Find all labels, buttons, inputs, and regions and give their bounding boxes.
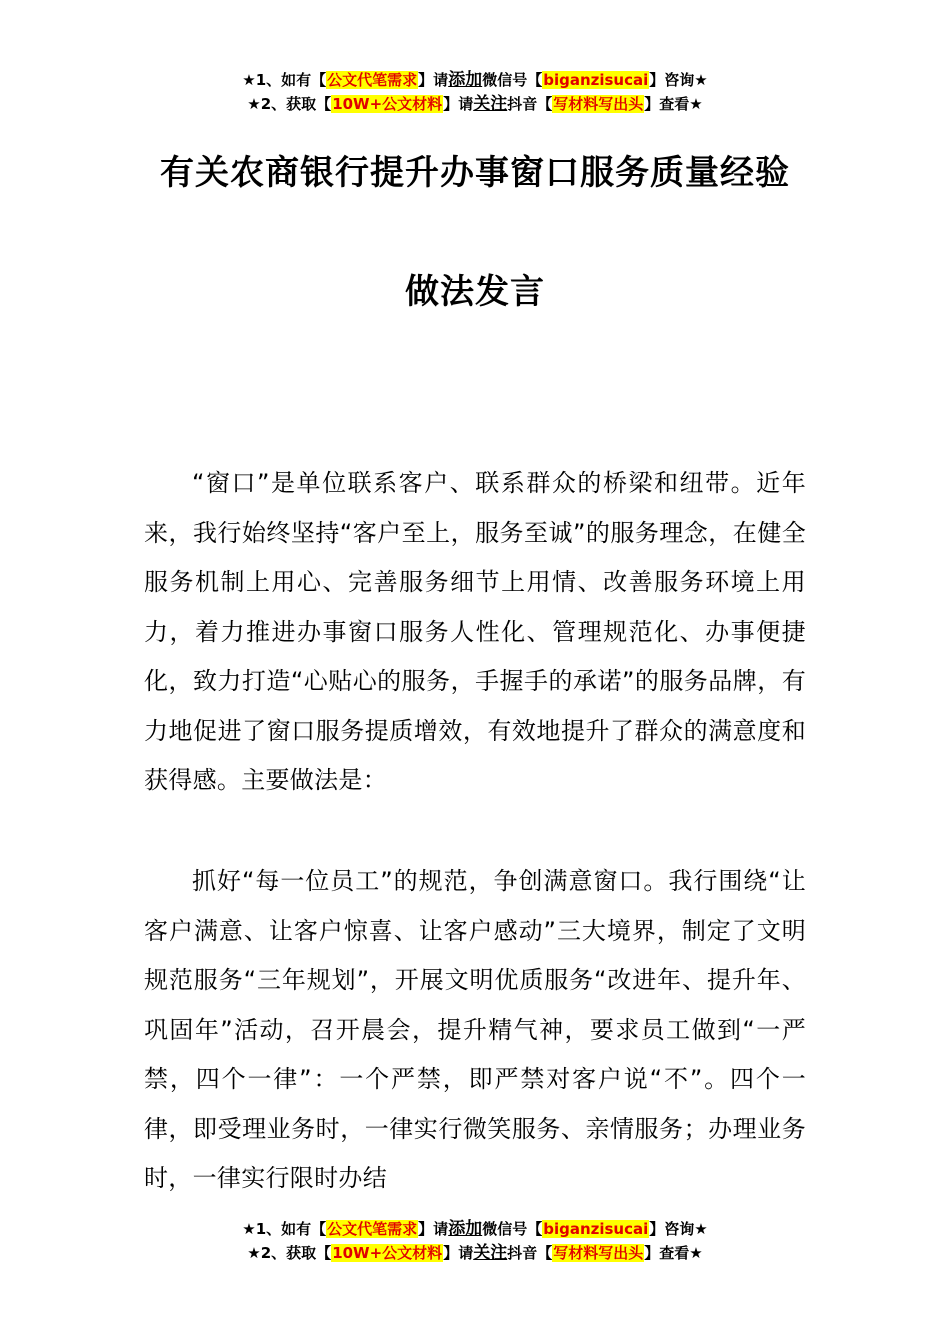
banner-text: ★1、如有【 [242,71,327,89]
document-title-line-1: 有关农商银行提升办事窗口服务质量经验 [160,153,790,193]
banner-text: 】咨询★ [649,1220,708,1238]
highlight-service: 公文代笔需求 [327,71,418,89]
underlined-text: 关注 [473,94,508,114]
banner-text: ★2、获取【 [247,95,332,113]
banner-text: 】请 [443,95,474,113]
underlined-text: 添加 [448,70,483,90]
banner-text: ★2、获取【 [247,1244,332,1262]
underlined-text: 添加 [448,1219,483,1239]
document-title-line-2: 做法发言 [405,272,545,312]
banner-text: 】请 [443,1244,474,1262]
banner-text: 】查看★ [644,1244,703,1262]
highlight-materials: 10W+公文材料 [332,1244,443,1262]
banner-text: 】请 [418,1220,449,1238]
banner-text: 】查看★ [644,95,703,113]
highlight-wechat-id: biganzisucai [543,71,649,89]
banner-text: 抖音【 [507,95,553,113]
body-paragraph-1: “窗口”是单位联系客户、联系群众的桥梁和纽带。近年来，我行始终坚持“客户至上，服务至诚”的服务理念，在健全服务机制上用心、完善服务细节上用情、改善服务环境上用力，着力推进办事窗口服务人性化、管理规范化、办事便捷化，致力打造“心贴心的服务，手握手的承诺”的服务品牌，有力地促进了窗口服务提质增效，有效地提升了群众的满意度和获得感。主要做法是： [144,469,806,794]
highlight-wechat-id: biganzisucai [543,1220,649,1238]
banner-text: ★1、如有【 [242,1220,327,1238]
underlined-text: 关注 [473,1243,508,1263]
banner-line-1 [0,68,950,92]
banner-line-2 [0,92,950,116]
banner-text: 】咨询★ [649,71,708,89]
banner-text: 微信号【 [482,71,543,89]
highlight-douyin: 写材料写出头 [553,95,644,113]
header-banner [0,68,950,116]
banner-line-2 [0,1241,950,1265]
highlight-materials: 10W+公文材料 [332,95,443,113]
banner-line-1 [0,1217,950,1241]
footer-banner [0,1217,950,1265]
banner-text: 微信号【 [482,1220,543,1238]
highlight-service: 公文代笔需求 [327,1220,418,1238]
banner-text: 】请 [418,71,449,89]
highlight-douyin: 写材料写出头 [553,1244,644,1262]
body-paragraph-2: 抓好“每一位员工”的规范，争创满意窗口。我行围绕“让客户满意、让客户惊喜、让客户感动”三大境界，制定了文明规范服务“三年规划”，开展文明优质服务“改进年、提升年、巩固年”活动，召开晨会，提升精气神，要求员工做到“一严禁，四个一律”：一个严禁，即严禁对客户说“不”。四个一律，即受理业务时，一律实行微笑服务、亲情服务；办理业务时，一律实行限时办结 [144,867,806,1192]
banner-text: 抖音【 [507,1244,553,1262]
